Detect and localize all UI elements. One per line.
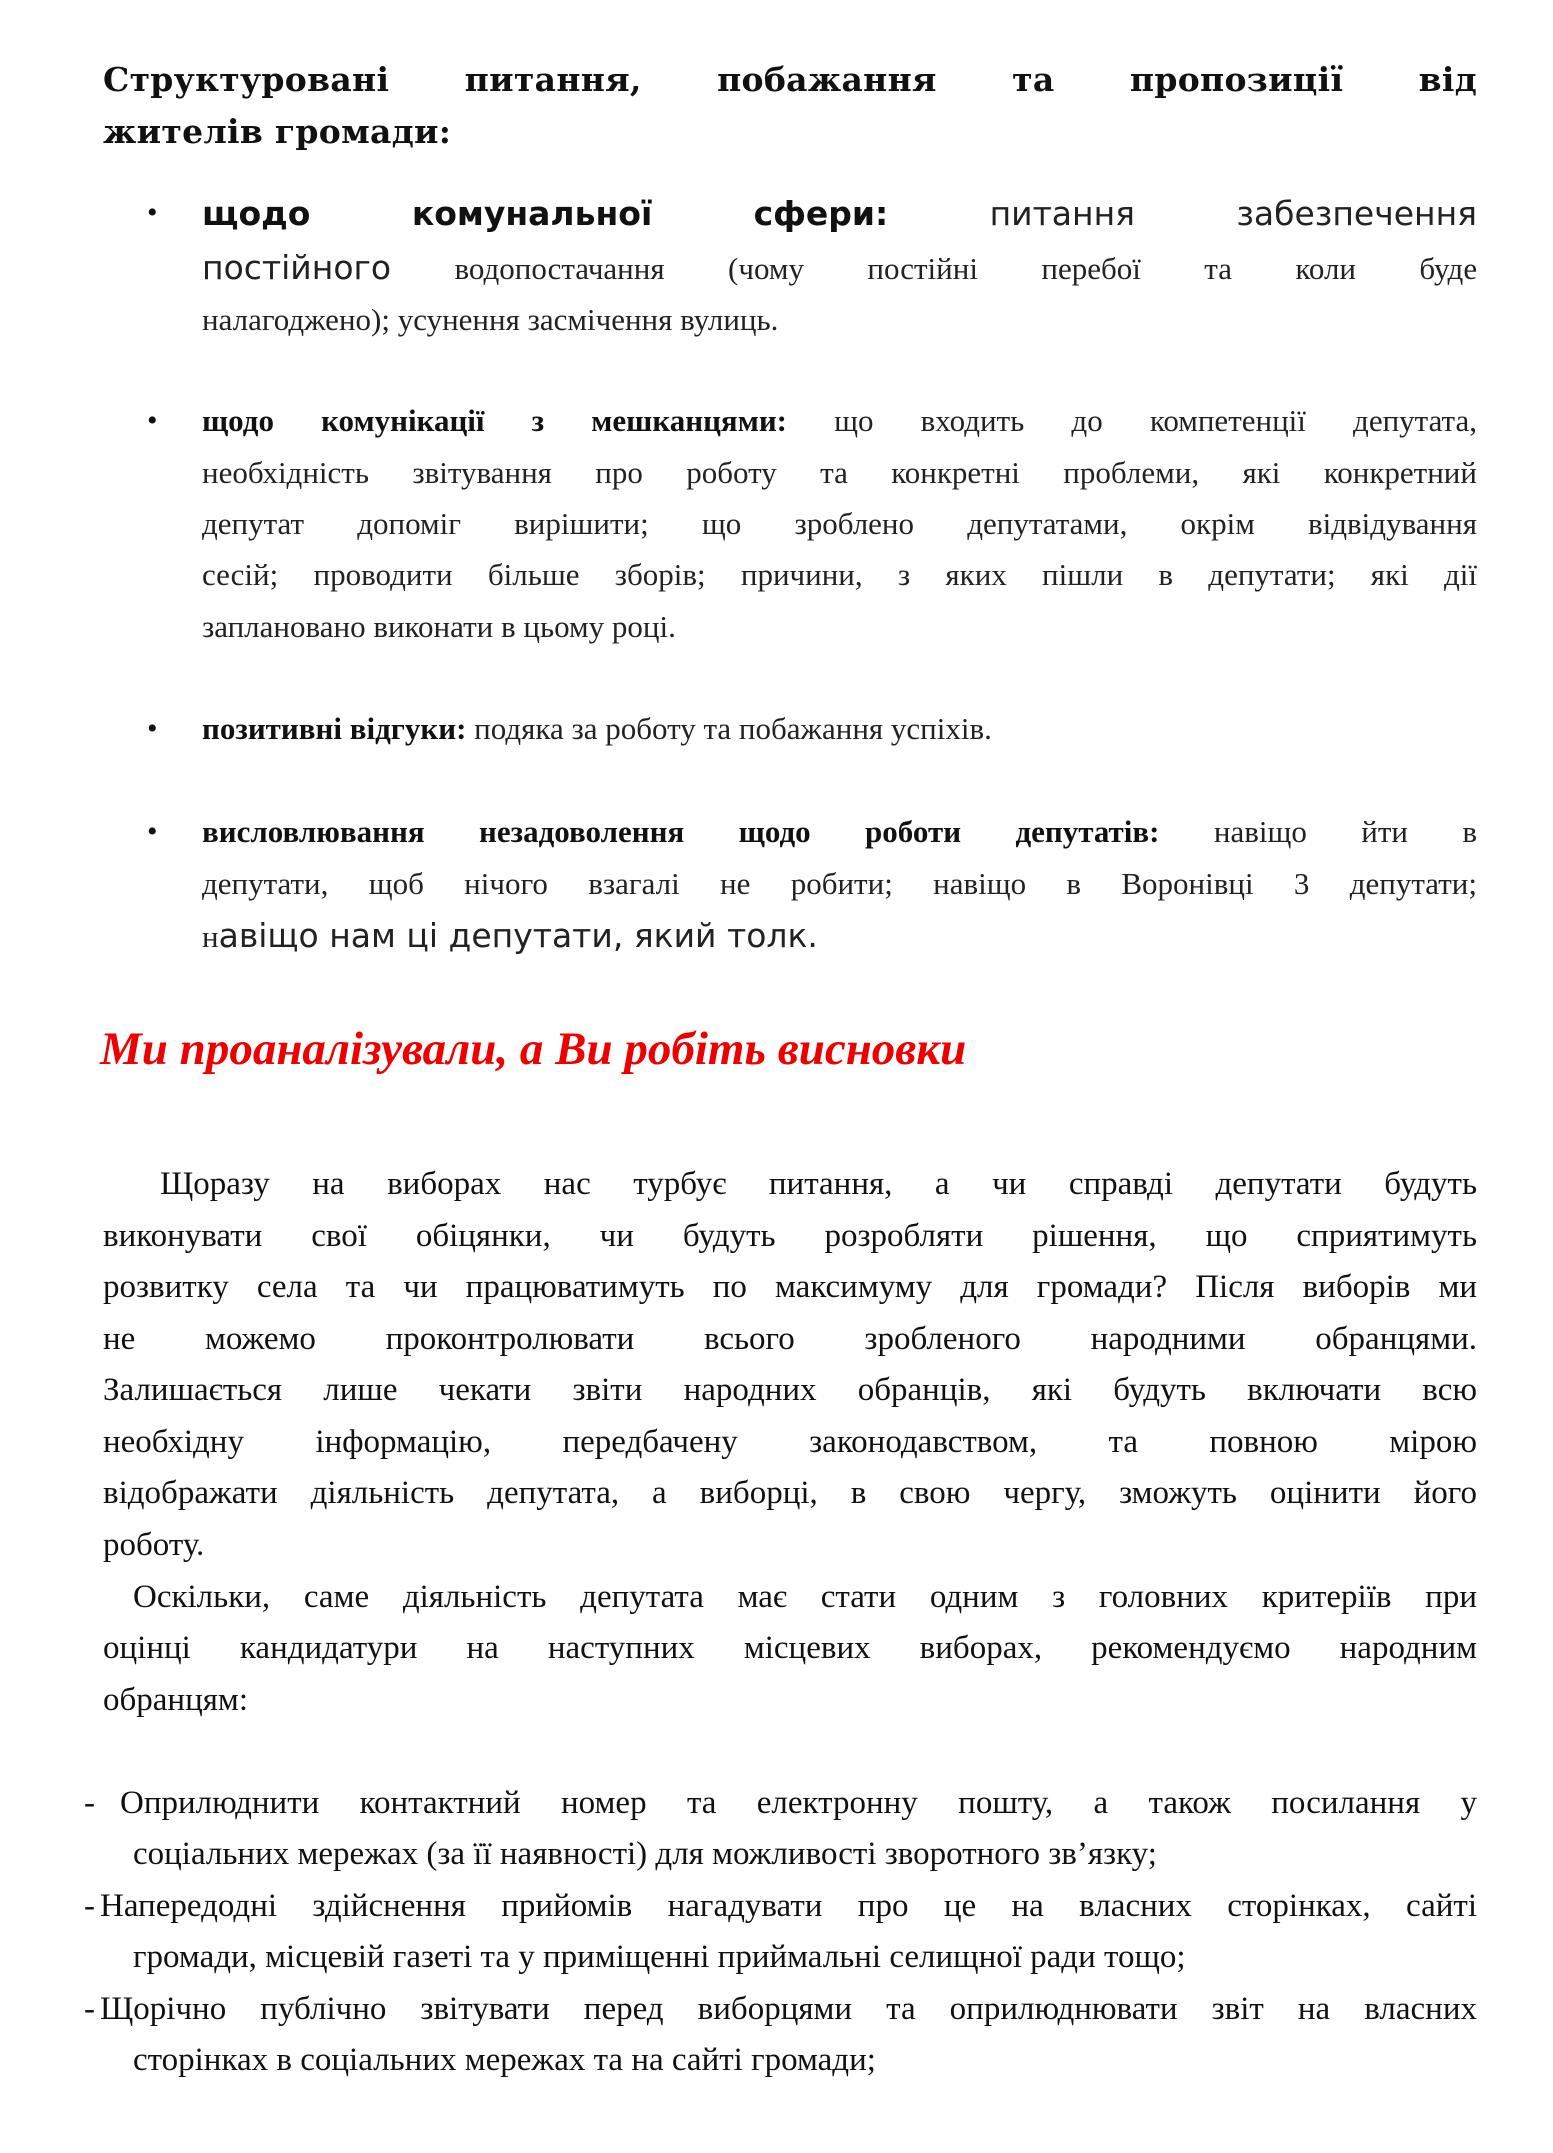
bullet-4-line-2: депутати, щоб нічого взагалі не робити; навіщо в Воронівці 3 депутати; [202, 866, 1477, 901]
recommendation-1-line-2: соціальних мережах (за її наявності) для можливості зворотного зв’язку; [133, 1836, 1157, 1872]
bullet-word: перебої [1041, 251, 1141, 286]
paragraph-2-line: Оскільки, саме діяльність депутата має стати одним з головних критеріїв при [133, 1579, 1477, 1615]
paragraph-2-line: обранцям: [103, 1682, 248, 1718]
recommendation-3-line-2: сторінках в соціальних мережах та на сайті громади; [133, 2042, 876, 2078]
bullet-bold-label: позитивні відгуки: [202, 711, 467, 746]
paragraph-1-line: відображати діяльність депутата, а виборці, в свою чергу, зможуть оцінити його [103, 1475, 1477, 1511]
heading-word: побажання [717, 60, 937, 99]
recommendation-2-line-1: Напередодні здійснення прийомів нагадувати про це на власних сторінках, сайті [100, 1888, 1477, 1924]
bullet-word: буде [1419, 251, 1478, 286]
heading-word: від [1418, 60, 1478, 99]
bullet-2-line-5: заплановано виконати в цьому році. [202, 609, 676, 644]
paragraph-1-line: розвитку села та чи працюватимуть по максимуму для громади? Після виборів ми [103, 1269, 1477, 1305]
bullet-marker: • [147, 196, 158, 229]
section-heading-line-1 [103, 60, 1477, 99]
dash-marker: - [84, 1991, 95, 2027]
conclusion-heading: Ми проаналізували, а Ви робіть висновки [100, 1023, 967, 1075]
section-heading-line-2: жителів громади: [103, 112, 452, 151]
bullet-word: та [1204, 251, 1232, 286]
paragraph-1-line: Залишається лише чекати звіти народних обранців, які будуть включати всю [103, 1372, 1477, 1408]
paragraph-1-line: виконувати свої обіцянки, чи будуть розробляти рішення, що сприятимуть [103, 1218, 1477, 1254]
bullet-2-line-1 [202, 403, 1477, 439]
bullet-word: водопостачання [454, 251, 665, 286]
bullet-2-line-2: необхідність звітування про роботу та конкретні проблеми, які конкретний [202, 455, 1477, 490]
bullet-word: (чому [728, 251, 804, 286]
bullet-text: що входить до компетенції депутата, [834, 403, 1477, 438]
bullet-word: постійні [867, 251, 978, 286]
recommendation-1-line-1: Оприлюднити контактний номер та електронну пошту, а також посилання у [120, 1785, 1477, 1821]
bullet-word: постійного [202, 248, 392, 287]
paragraph-1-line: роботу. [103, 1527, 205, 1563]
bullet-word: питання [989, 194, 1136, 233]
bullet-marker: • [147, 815, 158, 848]
bullet-bold-label: щодо комунікації з мешканцями: [202, 403, 788, 438]
bullet-bold-word: сфери: [753, 194, 889, 233]
recommendation-3-line-1: Щорічно публічно звітувати перед виборцями та оприлюднювати звіт на власних [100, 1991, 1477, 2027]
paragraph-1-line: Щоразу на виборах нас турбує питання, а чи справді депутати будуть [160, 1166, 1477, 1202]
heading-word: та [1012, 60, 1055, 99]
bullet-bold-word: щодо [202, 194, 311, 233]
bullet-text: авіщо нам ці депутати, який толк. [218, 916, 818, 955]
bullet-bold-word: комунальної [411, 194, 653, 233]
bullet-text: подяка за роботу та побажання успіхів. [466, 711, 992, 746]
bullet-marker: • [147, 404, 158, 437]
paragraph-1-line: не можемо проконтролювати всього зробленого народними обранцями. [103, 1321, 1477, 1357]
bullet-4-line-1 [202, 814, 1477, 850]
paragraph-1-line: необхідну інформацію, передбачену законодавством, та повною мірою [103, 1424, 1477, 1460]
recommendation-2-line-2: громади, місцевій газеті та у приміщенні приймальні селищної ради тощо; [133, 1939, 1186, 1975]
bullet-3-line-1 [202, 711, 1477, 747]
bullet-marker: • [147, 712, 158, 745]
bullet-4-line-3 [202, 916, 1477, 955]
bullet-2-line-3: депутат допоміг вирішити; що зроблено депутатами, окрім відвідування [202, 506, 1477, 541]
bullet-1-line-2 [202, 248, 1477, 287]
heading-word: питання, [464, 60, 642, 99]
heading-word: пропозиції [1129, 60, 1344, 99]
bullet-text: навіщо йти в [1213, 814, 1478, 849]
bullet-2-line-4: сесій; проводити більше зборів; причини, з яких пішли в депутати; які дії [202, 557, 1477, 592]
dash-marker: - [84, 1888, 95, 1924]
paragraph-2-line: оцінці кандидатури на наступних місцевих виборах, рекомендуємо народним [103, 1630, 1477, 1666]
bullet-1-line-3: налагоджено); усунення засмічення вулиць. [202, 302, 779, 337]
heading-word: Структуровані [103, 60, 390, 99]
dash-marker: - [84, 1785, 95, 1821]
bullet-1-line-1 [202, 194, 1477, 233]
bullet-text: н [202, 919, 219, 954]
bullet-bold-label: висловлювання незадоволення щодо роботи депутатів: [202, 814, 1160, 849]
bullet-word: коли [1295, 251, 1357, 286]
bullet-word: забезпечення [1236, 194, 1478, 233]
